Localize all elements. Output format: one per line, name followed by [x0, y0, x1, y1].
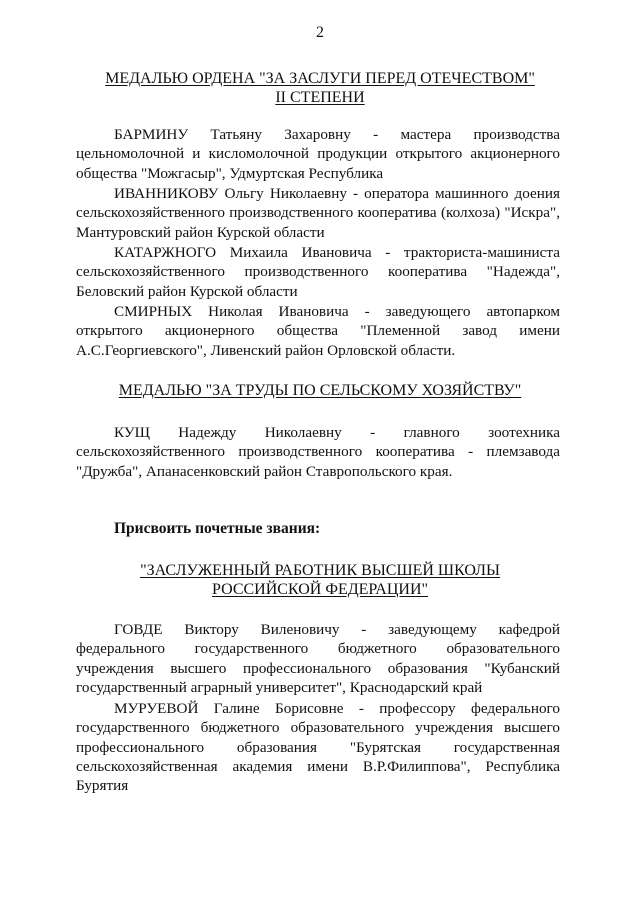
- entry-murueva: МУРУЕВОЙ Галине Борисовне - профессору федерального государственного бюджетного образовательного учреждения высшего профессионального образования "Бурятская государственная сельскохозяйственная академия имени В.Р.Филиппова", Республика Бурятия: [76, 700, 560, 795]
- entry-kushch: КУЩ Надежду Николаевну - главного зоотехника сельскохозяйственного производственного кооператива - племзавода "Дружба", Апанасенковский район Ставропольского края.: [76, 424, 560, 480]
- page-number: 2: [316, 24, 324, 41]
- heading-line: II СТЕПЕНИ: [275, 89, 365, 106]
- entry-smirnykh: СМИРНЫХ Николая Ивановича - заведующего автопарком открытого акционерного общества "Племенной завод имени А.С.Георгиевского", Ливенский район Орловской области.: [76, 303, 560, 359]
- section-heading-agriculture-medal: [60, 381, 580, 400]
- heading-line: МЕДАЛЬЮ "ЗА ТРУДЫ ПО СЕЛЬСКОМУ ХОЗЯЙСТВУ": [118, 382, 522, 399]
- heading-line: "ЗАСЛУЖЕННЫЙ РАБОТНИК ВЫСШЕЙ ШКОЛЫ: [140, 562, 500, 579]
- section-heading-order-merit: [60, 69, 580, 107]
- honorary-titles-intro: Присвоить почетные звания:: [114, 520, 321, 537]
- section-heading-honored-worker: [60, 561, 580, 599]
- entry-ivannikova: ИВАННИКОВУ Ольгу Николаевну - оператора машинного доения сельскохозяйственного производственного кооператива (колхоза) "Искра", Мантуровский район Курской области: [76, 185, 560, 241]
- heading-line: МЕДАЛЬЮ ОРДЕНА "ЗА ЗАСЛУГИ ПЕРЕД ОТЕЧЕСТВОМ": [105, 70, 535, 87]
- heading-line: РОССИЙСКОЙ ФЕДЕРАЦИИ": [211, 581, 429, 598]
- entry-govde: ГОВДЕ Виктору Виленовичу - заведующему кафедрой федерального государственного бюджетного образовательного учреждения высшего профессионального образования "Кубанский государственный аграрный университет", Краснодарский край: [76, 621, 560, 696]
- entry-katarzhny: КАТАРЖНОГО Михаила Ивановича - тракториста-машиниста сельскохозяйственного производственного кооператива "Надежда", Беловский район Курской области: [76, 244, 560, 300]
- entry-barmina: БАРМИНУ Татьяну Захаровну - мастера производства цельномолочной и кисломолочной продукции открытого акционерного общества "Можгасыр", Удмуртская Республика: [76, 126, 560, 182]
